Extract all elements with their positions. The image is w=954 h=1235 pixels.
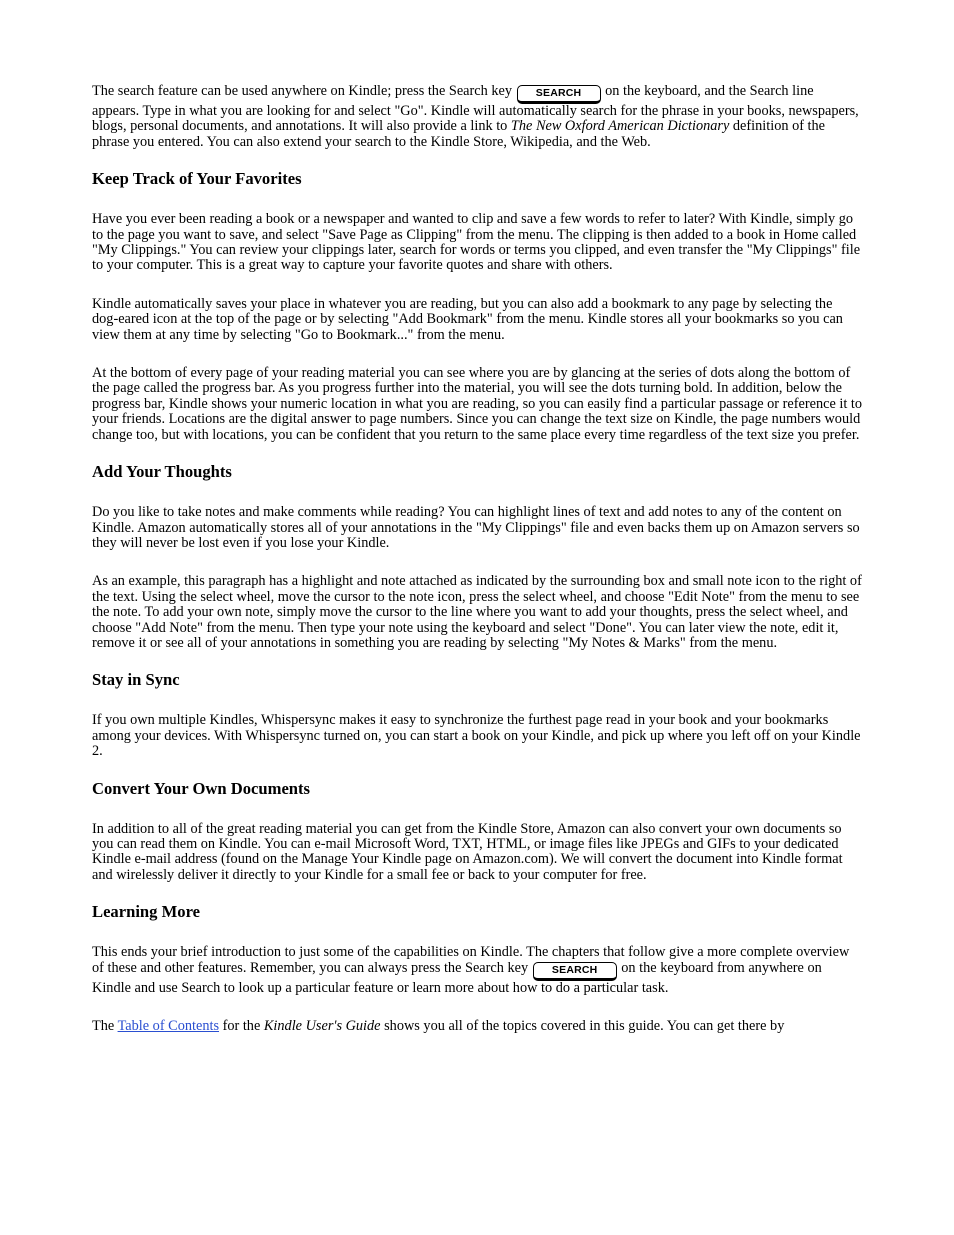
- text-span: on the keyboard, and the Search line appears. Type in what you are looking for and select "Go". Kindle will automatically search for the phrase in your books, newspapers, blogs, personal documents, and annotations. It will also provide a link to: [92, 83, 859, 135]
- learning-more-paragraph: [92, 945, 862, 996]
- document-page: [92, 84, 862, 1034]
- heading-sync: Stay in Sync: [92, 670, 180, 690]
- heading-learning: Learning More: [92, 902, 200, 922]
- example-note-paragraph: As an example, this paragraph has a highlight and note attached as indicated by the surrounding box and small note icon to the right of the text. Using the select wheel, move the cursor to the note icon, press the select wheel, and choose "Edit Note" from the menu to see the note. To add your own note, simply move the cursor to the line where you want to add your thoughts, press the select wheel, and choose "Add Note" from the menu. Then type your note using the keyboard and select "Done". You can later view the note, edit it, remove it or see all of your annotations in something you are reading by selecting "My Notes & Marks" from the menu.: [92, 573, 862, 651]
- text-span: definition of the phrase you entered. You can also extend your search to the Kindle Store, Wikipedia, and the Web.: [92, 118, 826, 150]
- search-feature-paragraph: [92, 84, 862, 150]
- text-span: The search feature can be used anywhere on Kindle; press the Search key: [92, 83, 512, 99]
- text-span: The: [92, 1018, 115, 1034]
- clipping-paragraph: Have you ever been reading a book or a newspaper and wanted to clip and save a few words to refer to later? With Kindle, simply go to the page you want to save, and select "Save Page as Clipping" from the menu. The clipping is then added to a book in Home called "My Clippings." You can review your clippings later, search for words or terms you clipped, and even transfer the "My Clippings" file to your computer. This is a great way to capture your favorite quotes and share with others.: [92, 211, 861, 274]
- convert-paragraph: In addition to all of the great reading material you can get from the Kindle Store, Amazon can also convert your own documents so you can read them on Kindle. You can e-mail Microsoft Word, TXT, HTML, or image files like JPEGs and GIFs to your dedicated Kindle e-mail address (found on the Manage Your Kindle page on Amazon.com). We will convert the document into Kindle format and wirelessly deliver it directly to your Kindle for a small fee or back to your computer for free.: [92, 820, 843, 883]
- progress-bar-paragraph: At the bottom of every page of your reading material you can see where you are by glancing at the series of dots along the bottom of the page called the progress bar. As you progress further into the material, you will see the dots turning bold. In addition, below the progress bar, Kindle shows your numeric location in what you are reading, so you can easily find a particular passage or reference it to your friends. Locations are the digital answer to page numbers. Since you can change the text size on Kindle, the page numbers would change too, but with locations, you can be confident that you return to the same place every time regardless of the text size you prefer.: [92, 365, 863, 443]
- search-key-icon: SEARCH: [533, 962, 617, 981]
- heading-convert: Convert Your Own Documents: [92, 778, 311, 798]
- text-span: This ends your brief introduction to just some of the capabilities on Kindle. The chapters that follow give a more complete overview of these and other features. Remember, you can always press the Search key: [92, 944, 850, 976]
- heading-favorites: Keep Track of Your Favorites: [92, 169, 302, 189]
- text-span: shows you all of the topics covered in this guide. You can get there by: [384, 1018, 785, 1034]
- table-of-contents-paragraph: [92, 1019, 862, 1034]
- heading-thoughts: Add Your Thoughts: [92, 462, 232, 482]
- text-span: on the keyboard from anywhere on Kindle and use Search to look up a particular feature or learn more about how to do a particular task.: [92, 959, 822, 996]
- bookmark-paragraph: Kindle automatically saves your place in whatever you are reading, but you can also add a bookmark to any page by selecting the dog-eared icon at the top of the page or by selecting "Add Bookmark" from the menu. Kindle stores all your bookmarks so you can view them at any time by selecting "Go to Bookmark..." from the menu.: [92, 295, 843, 343]
- notes-paragraph: Do you like to take notes and make comments while reading? You can highlight lines of text and add notes to any of the content on Kindle. Amazon automatically stores all of your annotations in the "My Clippings" file and even backs them up on Amazon servers so they will never be lost even if you lose your Kindle.: [92, 504, 860, 551]
- whispersync-paragraph: If you own multiple Kindles, Whispersync makes it easy to synchronize the furthest page read in your book and your bookmarks among your devices. With Whispersync turned on, you can start a book on your Kindle, and pick up where you left off on your Kindle 2.: [92, 712, 861, 760]
- search-key-icon: SEARCH: [517, 85, 601, 104]
- table-of-contents-link[interactable]: Table of Contents: [117, 1018, 220, 1034]
- guide-name: Kindle User's Guide: [263, 1018, 381, 1034]
- text-span: for the: [222, 1018, 261, 1034]
- dictionary-name: The New Oxford American Dictionary: [510, 118, 730, 135]
